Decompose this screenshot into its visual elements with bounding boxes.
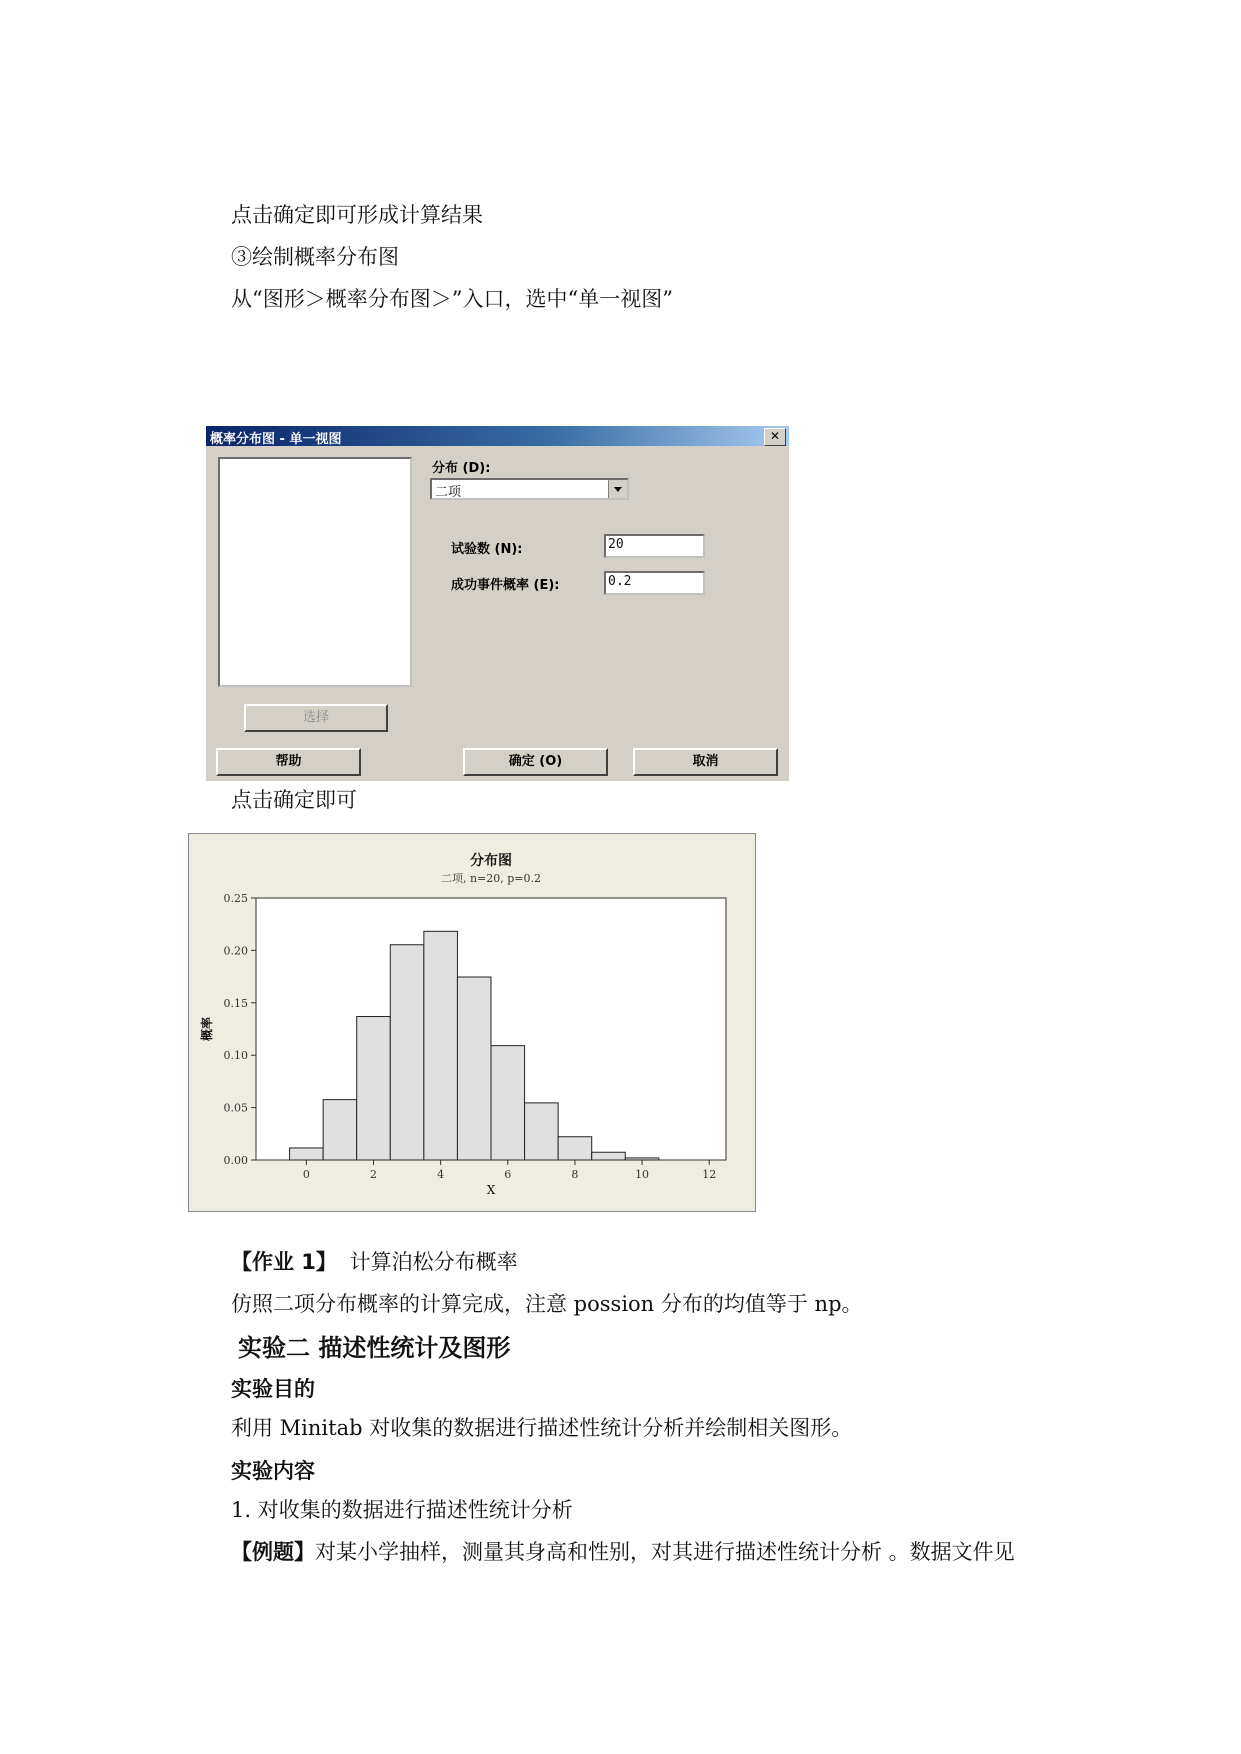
x-tick-label: 4 <box>437 1168 445 1181</box>
chart-svg <box>189 834 755 1211</box>
chart-bar <box>357 1017 391 1160</box>
x-tick-label: 8 <box>571 1168 579 1181</box>
dialog-title-bar <box>206 426 789 446</box>
chart-bar <box>558 1137 592 1160</box>
example-text: 对某小学抽样，测量其身高和性别，对其进行描述性统计分析 。数据文件见 <box>315 1540 1015 1564</box>
x-tick-label: 12 <box>702 1168 717 1181</box>
homework-description: 仿照二项分布概率的计算完成，注意 possion 分布的均值等于 np。 <box>231 1292 863 1316</box>
probability-value: 0.2 <box>608 574 632 589</box>
y-tick-label: 0.25 <box>223 892 248 905</box>
distribution-chart <box>188 833 756 1212</box>
purpose-heading: 实验目的 <box>231 1377 315 1401</box>
chart-bar <box>625 1158 659 1160</box>
chart-title: 分布图 <box>470 853 512 869</box>
distribution-value: 二项 <box>435 485 462 500</box>
section-subheading: ③绘制概率分布图 <box>231 245 399 269</box>
variable-listbox[interactable] <box>218 457 412 687</box>
x-tick-label: 6 <box>504 1168 512 1181</box>
chart-bar <box>592 1152 626 1160</box>
trials-value: 20 <box>608 537 624 552</box>
y-tick-label: 0.05 <box>223 1101 248 1115</box>
cancel-button[interactable]: 取消 <box>633 748 778 776</box>
distribution-select[interactable] <box>430 478 629 500</box>
text-line: 点击确定即可 <box>231 788 357 812</box>
x-axis-label: X <box>486 1183 496 1197</box>
y-tick-label: 0.10 <box>223 1049 248 1063</box>
text-line: 点击确定即可形成计算结果 <box>231 203 483 227</box>
y-tick-label: 0.20 <box>223 944 248 958</box>
x-tick-label: 2 <box>370 1168 377 1181</box>
homework-title: 计算泊松分布概率 <box>349 1250 518 1274</box>
chart-subtitle: 二项, n=20, p=0.2 <box>440 872 542 885</box>
help-button[interactable]: 帮助 <box>216 748 361 776</box>
y-axis-label: 概率 <box>200 1016 214 1042</box>
purpose-text: 利用 Minitab 对收集的数据进行描述性统计分析并绘制相关图形。 <box>231 1416 853 1440</box>
probability-plot-dialog <box>206 426 789 781</box>
chart-bar <box>491 1046 525 1160</box>
trials-label: 试验数 (N): <box>451 542 523 557</box>
text-line: 从“图形＞概率分布图＞”入口，选中“单一视图” <box>231 287 673 311</box>
ok-button[interactable]: 确定 (O) <box>463 748 608 776</box>
chevron-down-icon[interactable] <box>608 480 627 498</box>
example-line <box>231 1538 1015 1566</box>
dialog-title: 概率分布图 - 单一视图 <box>210 432 342 447</box>
example-label: 【例题】 <box>231 1540 315 1564</box>
y-tick-label: 0.00 <box>223 1154 248 1167</box>
homework-line <box>231 1248 518 1276</box>
experiment-title: 实验二 描述性统计及图形 <box>238 1334 511 1362</box>
select-button[interactable]: 选择 <box>244 704 388 732</box>
x-tick-label: 0 <box>302 1168 310 1181</box>
probability-label: 成功事件概率 (E): <box>451 578 560 593</box>
chart-bar <box>525 1103 559 1160</box>
chart-bar <box>290 1148 324 1160</box>
homework-label: 【作业 1】 <box>231 1250 337 1274</box>
trials-input[interactable] <box>604 534 705 558</box>
content-item: 1. 对收集的数据进行描述性统计分析 <box>231 1498 573 1522</box>
y-tick-label: 0.15 <box>223 996 248 1010</box>
chart-bar <box>457 977 491 1160</box>
close-icon[interactable]: ✕ <box>764 428 786 446</box>
chart-bar <box>323 1100 357 1160</box>
chart-bar <box>390 945 424 1160</box>
x-tick-label: 10 <box>635 1168 650 1181</box>
probability-input[interactable] <box>604 571 705 595</box>
chart-bar <box>424 931 458 1160</box>
distribution-label: 分布 (D): <box>432 461 491 476</box>
content-heading: 实验内容 <box>231 1459 315 1483</box>
